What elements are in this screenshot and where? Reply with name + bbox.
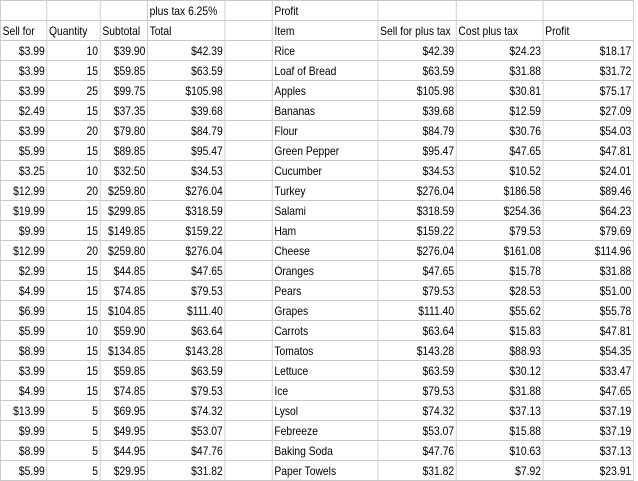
cell-subtotal[interactable]: $134.85: [100, 341, 147, 361]
cell-cost-plus-tax[interactable]: $37.13: [456, 401, 543, 421]
cell-profit[interactable]: $27.09: [543, 101, 633, 121]
cell-total[interactable]: $47.65: [147, 261, 224, 281]
cell-item[interactable]: Pears: [272, 281, 378, 301]
cell-sell-for[interactable]: $12.99: [0, 181, 46, 201]
cell-sell-plus-tax[interactable]: $42.39: [378, 41, 456, 61]
cell-sell-plus-tax[interactable]: $31.82: [378, 461, 456, 481]
cell-cost-plus-tax[interactable]: [456, 1, 543, 21]
cell-profit[interactable]: $114.96: [543, 241, 633, 261]
cell-sell-for[interactable]: $3.99: [0, 121, 46, 141]
cell-spacer[interactable]: [225, 21, 272, 41]
cell-quantity[interactable]: 15: [47, 141, 100, 161]
cell-spacer[interactable]: [225, 81, 272, 101]
cell-item[interactable]: Ice: [272, 381, 378, 401]
cell-quantity[interactable]: 5: [47, 441, 100, 461]
cell-sell-plus-tax[interactable]: $39.68: [378, 101, 456, 121]
cell-cost-plus-tax[interactable]: $88.93: [456, 341, 543, 361]
cell-subtotal[interactable]: $89.85: [100, 141, 147, 161]
cell-item[interactable]: Profit: [272, 1, 378, 21]
table-row: [0, 381, 633, 401]
cell-subtotal[interactable]: $99.75: [100, 81, 147, 101]
cell-quantity[interactable]: 15: [47, 361, 100, 381]
cell-cost-plus-tax[interactable]: $30.12: [456, 361, 543, 381]
cell-profit[interactable]: $89.46: [543, 181, 633, 201]
cell-subtotal[interactable]: $37.35: [100, 101, 147, 121]
cell-cost-plus-tax[interactable]: $10.63: [456, 441, 543, 461]
cell-subtotal[interactable]: $74.85: [100, 281, 147, 301]
cell-cost-plus-tax[interactable]: $7.92: [456, 461, 543, 481]
table-row: [0, 161, 633, 181]
cell-item[interactable]: Apples: [272, 81, 378, 101]
cell-subtotal[interactable]: $69.95: [100, 401, 147, 421]
cell-profit[interactable]: $33.47: [543, 361, 633, 381]
cell-spacer[interactable]: [225, 321, 272, 341]
cell-total[interactable]: $79.53: [147, 381, 224, 401]
cell-item[interactable]: Tomatos: [272, 341, 378, 361]
cell-quantity[interactable]: 15: [47, 281, 100, 301]
cell-subtotal[interactable]: $104.85: [100, 301, 147, 321]
cell-profit[interactable]: $31.72: [543, 61, 633, 81]
cell-sell-plus-tax[interactable]: Sell for plus tax: [378, 21, 456, 41]
cell-spacer[interactable]: [225, 101, 272, 121]
cell-item[interactable]: Grapes: [272, 301, 378, 321]
cell-quantity[interactable]: 10: [47, 41, 100, 61]
cell-quantity[interactable]: 15: [47, 61, 100, 81]
cell-sell-for[interactable]: $5.99: [0, 461, 46, 481]
cell-quantity[interactable]: 15: [47, 201, 100, 221]
cell-spacer[interactable]: [225, 141, 272, 161]
cell-cost-plus-tax[interactable]: $15.78: [456, 261, 543, 281]
cell-item[interactable]: Lettuce: [272, 361, 378, 381]
cell-sell-for[interactable]: $6.99: [0, 301, 46, 321]
cell-quantity[interactable]: 15: [47, 381, 100, 401]
cell-quantity[interactable]: 10: [47, 321, 100, 341]
cell-cost-plus-tax[interactable]: $47.65: [456, 141, 543, 161]
table-row: [0, 321, 633, 341]
cell-sell-for[interactable]: [0, 1, 46, 21]
cell-cost-plus-tax[interactable]: $28.53: [456, 281, 543, 301]
cell-cost-plus-tax[interactable]: $30.76: [456, 121, 543, 141]
cell-total[interactable]: $47.76: [147, 441, 224, 461]
cell-sell-for[interactable]: $12.99: [0, 241, 46, 261]
table-row: [0, 281, 633, 301]
table-row: [0, 441, 633, 461]
cell-item[interactable]: Rice: [272, 41, 378, 61]
cell-profit[interactable]: [543, 1, 633, 21]
cell-total[interactable]: $276.04: [147, 181, 224, 201]
cell-sell-for[interactable]: $3.99: [0, 81, 46, 101]
cell-item[interactable]: Green Pepper: [272, 141, 378, 161]
cell-sell-plus-tax[interactable]: $63.64: [378, 321, 456, 341]
cell-cost-plus-tax[interactable]: $24.23: [456, 41, 543, 61]
cell-sell-plus-tax[interactable]: $143.28: [378, 341, 456, 361]
cell-cost-plus-tax[interactable]: $55.62: [456, 301, 543, 321]
cell-profit[interactable]: $79.69: [543, 221, 633, 241]
cell-item[interactable]: Salami: [272, 201, 378, 221]
cell-profit[interactable]: $31.88: [543, 261, 633, 281]
cell-spacer[interactable]: [225, 161, 272, 181]
cell-profit[interactable]: $24.01: [543, 161, 633, 181]
cell-total[interactable]: $318.59: [147, 201, 224, 221]
cell-total[interactable]: $276.04: [147, 241, 224, 261]
cell-sell-plus-tax[interactable]: $79.53: [378, 281, 456, 301]
cell-item[interactable]: Paper Towels: [272, 461, 378, 481]
cell-quantity[interactable]: 5: [47, 401, 100, 421]
cell-cost-plus-tax[interactable]: $31.88: [456, 381, 543, 401]
cell-total[interactable]: $79.53: [147, 281, 224, 301]
cell-sell-plus-tax[interactable]: $63.59: [378, 61, 456, 81]
cell-cost-plus-tax[interactable]: Cost plus tax: [456, 21, 543, 41]
cell-sell-for[interactable]: $8.99: [0, 341, 46, 361]
cell-subtotal[interactable]: $29.95: [100, 461, 147, 481]
cell-subtotal[interactable]: $49.95: [100, 421, 147, 441]
cell-item[interactable]: Cheese: [272, 241, 378, 261]
cell-sell-plus-tax[interactable]: $318.59: [378, 201, 456, 221]
cell-subtotal[interactable]: $79.80: [100, 121, 147, 141]
cell-subtotal[interactable]: $39.90: [100, 41, 147, 61]
cell-spacer[interactable]: [225, 121, 272, 141]
cell-quantity[interactable]: 15: [47, 221, 100, 241]
cell-total[interactable]: $53.07: [147, 421, 224, 441]
cell-subtotal[interactable]: $259.80: [100, 241, 147, 261]
cell-sell-plus-tax[interactable]: $105.98: [378, 81, 456, 101]
table-row: [0, 341, 633, 361]
cell-cost-plus-tax[interactable]: $15.88: [456, 421, 543, 441]
table-row: [0, 421, 633, 441]
cell-quantity[interactable]: 5: [47, 421, 100, 441]
header-row-tax: [0, 1, 633, 21]
table-row: [0, 181, 633, 201]
cell-sell-for[interactable]: $3.99: [0, 41, 46, 61]
cell-subtotal[interactable]: $259.80: [100, 181, 147, 201]
cell-item[interactable]: Flour: [272, 121, 378, 141]
cell-profit[interactable]: $75.17: [543, 81, 633, 101]
table-row: [0, 301, 633, 321]
cell-subtotal[interactable]: $44.95: [100, 441, 147, 461]
cell-subtotal[interactable]: $44.85: [100, 261, 147, 281]
cell-total[interactable]: $39.68: [147, 101, 224, 121]
cell-cost-plus-tax[interactable]: $254.36: [456, 201, 543, 221]
cell-sell-plus-tax[interactable]: $111.40: [378, 301, 456, 321]
cell-profit[interactable]: $47.81: [543, 141, 633, 161]
cell-cost-plus-tax[interactable]: $15.83: [456, 321, 543, 341]
cell-item[interactable]: Ham: [272, 221, 378, 241]
cell-quantity[interactable]: 25: [47, 81, 100, 101]
cell-total[interactable]: $34.53: [147, 161, 224, 181]
cell-item[interactable]: Bananas: [272, 101, 378, 121]
cell-subtotal[interactable]: $74.85: [100, 381, 147, 401]
cell-sell-for[interactable]: $2.99: [0, 261, 46, 281]
cell-quantity[interactable]: 20: [47, 121, 100, 141]
cell-quantity[interactable]: 20: [47, 181, 100, 201]
cell-sell-plus-tax[interactable]: [378, 1, 456, 21]
cell-spacer[interactable]: [225, 61, 272, 81]
cell-spacer[interactable]: [225, 181, 272, 201]
cell-profit[interactable]: $54.35: [543, 341, 633, 361]
cell-cost-plus-tax[interactable]: $30.81: [456, 81, 543, 101]
cell-spacer[interactable]: [225, 201, 272, 221]
table-row: [0, 241, 633, 261]
cell-sell-plus-tax[interactable]: $84.79: [378, 121, 456, 141]
header-row-columns: [0, 21, 633, 41]
cell-sell-plus-tax[interactable]: $159.22: [378, 221, 456, 241]
cell-cost-plus-tax[interactable]: $186.58: [456, 181, 543, 201]
cell-total[interactable]: $143.28: [147, 341, 224, 361]
cell-profit[interactable]: $18.17: [543, 41, 633, 61]
cell-profit[interactable]: $51.00: [543, 281, 633, 301]
cell-spacer[interactable]: [225, 341, 272, 361]
cell-sell-plus-tax[interactable]: $74.32: [378, 401, 456, 421]
cell-cost-plus-tax[interactable]: $161.08: [456, 241, 543, 261]
cell-profit[interactable]: $37.19: [543, 401, 633, 421]
cell-quantity[interactable]: 5: [47, 461, 100, 481]
cell-profit[interactable]: $37.13: [543, 441, 633, 461]
cell-profit[interactable]: $47.81: [543, 321, 633, 341]
cell-item[interactable]: Item: [272, 21, 378, 41]
cell-spacer[interactable]: [225, 261, 272, 281]
cell-spacer[interactable]: [225, 221, 272, 241]
table-row: [0, 261, 633, 281]
cell-quantity[interactable]: 15: [47, 341, 100, 361]
cell-sell-for[interactable]: $4.99: [0, 381, 46, 401]
cell-sell-for[interactable]: $9.99: [0, 221, 46, 241]
cell-spacer[interactable]: [225, 301, 272, 321]
cell-total[interactable]: $63.59: [147, 361, 224, 381]
cell-sell-for[interactable]: $8.99: [0, 441, 46, 461]
cell-sell-plus-tax[interactable]: $53.07: [378, 421, 456, 441]
cell-total[interactable]: $111.40: [147, 301, 224, 321]
cell-item[interactable]: Carrots: [272, 321, 378, 341]
cell-profit[interactable]: $55.78: [543, 301, 633, 321]
cell-total[interactable]: $63.59: [147, 61, 224, 81]
cell-quantity[interactable]: Quantity: [47, 21, 100, 41]
cell-spacer[interactable]: [225, 241, 272, 261]
cell-subtotal[interactable]: $32.50: [100, 161, 147, 181]
cell-sell-plus-tax[interactable]: $95.47: [378, 141, 456, 161]
cell-subtotal[interactable]: [100, 1, 147, 21]
cell-total[interactable]: $84.79: [147, 121, 224, 141]
cell-subtotal[interactable]: $299.85: [100, 201, 147, 221]
cell-item[interactable]: Lysol: [272, 401, 378, 421]
cell-cost-plus-tax[interactable]: $12.59: [456, 101, 543, 121]
cell-subtotal[interactable]: $59.85: [100, 361, 147, 381]
cell-total[interactable]: $74.32: [147, 401, 224, 421]
cell-total[interactable]: $159.22: [147, 221, 224, 241]
cell-subtotal[interactable]: $59.85: [100, 61, 147, 81]
cell-item[interactable]: Loaf of Bread: [272, 61, 378, 81]
cell-sell-plus-tax[interactable]: $79.53: [378, 381, 456, 401]
cell-subtotal[interactable]: Subtotal: [100, 21, 147, 41]
cell-sell-for[interactable]: $3.99: [0, 61, 46, 81]
cell-profit[interactable]: $23.91: [543, 461, 633, 481]
table-row: [0, 81, 633, 101]
cell-spacer[interactable]: [225, 41, 272, 61]
cell-total[interactable]: plus tax 6.25%: [147, 1, 224, 21]
table-row: [0, 201, 633, 221]
cell-item[interactable]: Turkey: [272, 181, 378, 201]
cell-spacer[interactable]: [225, 441, 272, 461]
cell-sell-for[interactable]: $5.99: [0, 141, 46, 161]
cell-cost-plus-tax[interactable]: $31.88: [456, 61, 543, 81]
cell-sell-for[interactable]: $19.99: [0, 201, 46, 221]
cell-sell-plus-tax[interactable]: $276.04: [378, 241, 456, 261]
cell-sell-plus-tax[interactable]: $34.53: [378, 161, 456, 181]
cell-sell-for[interactable]: $5.99: [0, 321, 46, 341]
cell-sell-for[interactable]: $3.99: [0, 361, 46, 381]
table-row: [0, 401, 633, 421]
cell-spacer[interactable]: [225, 361, 272, 381]
cell-sell-for[interactable]: $3.25: [0, 161, 46, 181]
cell-spacer[interactable]: [225, 381, 272, 401]
table-row: [0, 121, 633, 141]
table-row: [0, 361, 633, 381]
cell-total[interactable]: $95.47: [147, 141, 224, 161]
cell-cost-plus-tax[interactable]: $10.52: [456, 161, 543, 181]
cell-profit[interactable]: $54.03: [543, 121, 633, 141]
cell-quantity[interactable]: 10: [47, 161, 100, 181]
cell-item[interactable]: Febreeze: [272, 421, 378, 441]
cell-sell-for[interactable]: $9.99: [0, 421, 46, 441]
cell-subtotal[interactable]: $149.85: [100, 221, 147, 241]
cell-sell-for[interactable]: Sell for: [0, 21, 46, 41]
cell-sell-plus-tax[interactable]: $276.04: [378, 181, 456, 201]
table-row: [0, 221, 633, 241]
cell-quantity[interactable]: [47, 1, 100, 21]
cell-total[interactable]: $105.98: [147, 81, 224, 101]
cell-item[interactable]: Cucumber: [272, 161, 378, 181]
cell-quantity[interactable]: 15: [47, 101, 100, 121]
cell-sell-plus-tax[interactable]: $63.59: [378, 361, 456, 381]
cell-cost-plus-tax[interactable]: $79.53: [456, 221, 543, 241]
cell-profit[interactable]: $47.65: [543, 381, 633, 401]
cell-quantity[interactable]: 15: [47, 301, 100, 321]
cell-spacer[interactable]: [225, 281, 272, 301]
cell-spacer[interactable]: [225, 401, 272, 421]
cell-quantity[interactable]: 20: [47, 241, 100, 261]
table-row: [0, 101, 633, 121]
cell-sell-for[interactable]: $13.99: [0, 401, 46, 421]
cell-total[interactable]: $63.64: [147, 321, 224, 341]
cell-spacer[interactable]: [225, 421, 272, 441]
cell-item[interactable]: Oranges: [272, 261, 378, 281]
cell-sell-plus-tax[interactable]: $47.76: [378, 441, 456, 461]
cell-profit[interactable]: $37.19: [543, 421, 633, 441]
table-row: [0, 61, 633, 81]
cell-sell-for[interactable]: $2.49: [0, 101, 46, 121]
cell-item[interactable]: Baking Soda: [272, 441, 378, 461]
cell-profit[interactable]: Profit: [543, 21, 633, 41]
table-row: [0, 141, 633, 161]
cell-profit[interactable]: $64.23: [543, 201, 633, 221]
cell-total[interactable]: Total: [147, 21, 224, 41]
table-row: [0, 41, 633, 61]
cell-quantity[interactable]: 15: [47, 261, 100, 281]
cell-spacer[interactable]: [225, 1, 272, 21]
cell-subtotal[interactable]: $59.90: [100, 321, 147, 341]
cell-total[interactable]: $31.82: [147, 461, 224, 481]
cell-sell-for[interactable]: $4.99: [0, 281, 46, 301]
cell-sell-plus-tax[interactable]: $47.65: [378, 261, 456, 281]
cell-total[interactable]: $42.39: [147, 41, 224, 61]
